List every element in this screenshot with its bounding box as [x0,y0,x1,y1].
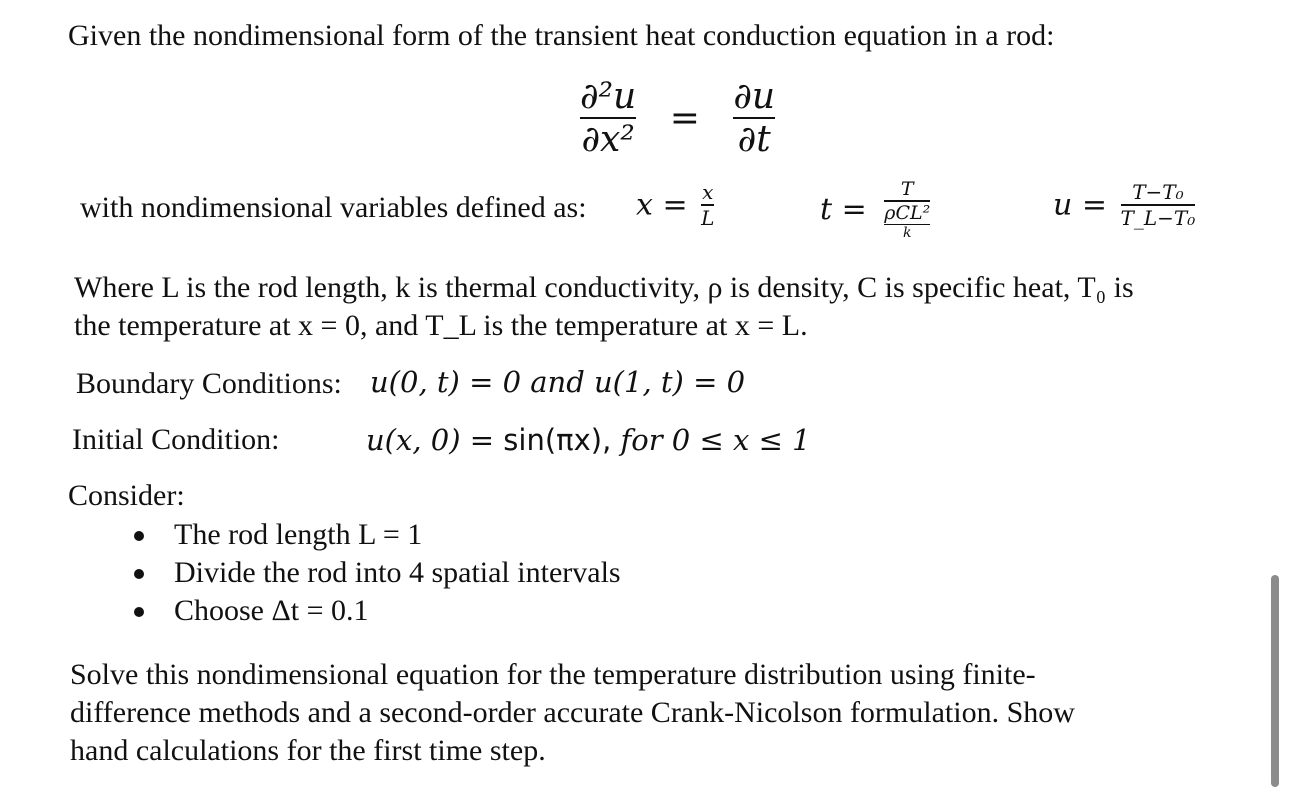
bullet-dot [134,531,144,541]
bullet-dot [134,569,144,579]
u-fraction [1121,180,1196,230]
consider-item-3: Choose Δt = 0.1 [174,594,369,627]
t-lhs: t = [820,192,867,227]
task-line-3: hand calculations for the first time step. [70,734,546,767]
t-numerator: T [900,178,914,200]
t-definition [820,178,930,241]
x-numerator: x [702,180,714,204]
consider-label: Consider: [68,479,185,512]
task-line-1: Solve this nondimensional equation for the temperature distribution using finite- [70,658,1036,691]
t-denominator-fraction [884,200,930,241]
initial-expr-c: for 0 ≤ x ≤ 1 [620,423,811,457]
initial-label: Initial Condition: [72,423,280,456]
vars-label: with nondimensional variables defined as: [80,191,587,224]
bullet-dot [134,607,144,617]
pde-rhs-fraction [733,76,775,160]
u-numerator: T−T₀ [1132,180,1184,204]
pde-lhs-denominator: ∂x² [581,119,635,160]
pde-lhs-fraction [580,76,636,160]
task-line-2: difference methods and a second-order accurate Crank-Nicolson formulation. Show [70,696,1075,729]
x-fraction [701,180,714,230]
where-line-2: the temperature at x = 0, and T_L is the temperature at x = L. [74,309,808,342]
pde-rhs-denominator: ∂t [733,117,775,160]
t-den-numerator: ρCL² [884,202,931,224]
x-denominator: L [701,206,715,230]
pde-rhs-numerator: ∂u [733,76,776,117]
boundary-expression: u(0, t) = 0 and u(1, t) = 0 [370,365,746,399]
x-lhs: x = [636,187,688,223]
pde-equation [580,76,775,160]
intro-text: Given the nondimensional form of the transient heat conduction equation in a rod: [68,19,1055,52]
initial-expr-a: u(x, 0) = [366,423,504,457]
u-denominator: T_L−T₀ [1120,206,1196,230]
t-fraction [884,178,930,241]
consider-item-1: The rod length L = 1 [174,518,423,551]
consider-item-2: Divide the rod into 4 spatial intervals [174,556,621,589]
initial-expression [366,422,811,458]
vertical-scrollbar[interactable] [1271,575,1279,787]
x-definition [636,180,714,230]
boundary-label: Boundary Conditions: [76,367,342,400]
t-den-denominator: k [884,224,930,241]
u-definition [1053,180,1195,230]
initial-expr-b: sin(πx), [503,423,621,457]
pde-equals: = [669,97,700,139]
pde-lhs-numerator: ∂²u [580,76,637,117]
u-lhs: u = [1053,187,1107,223]
where-line-1: Where L is the rod length, k is thermal conductivity, ρ is density, C is specific heat, T₀ is [74,271,1134,304]
